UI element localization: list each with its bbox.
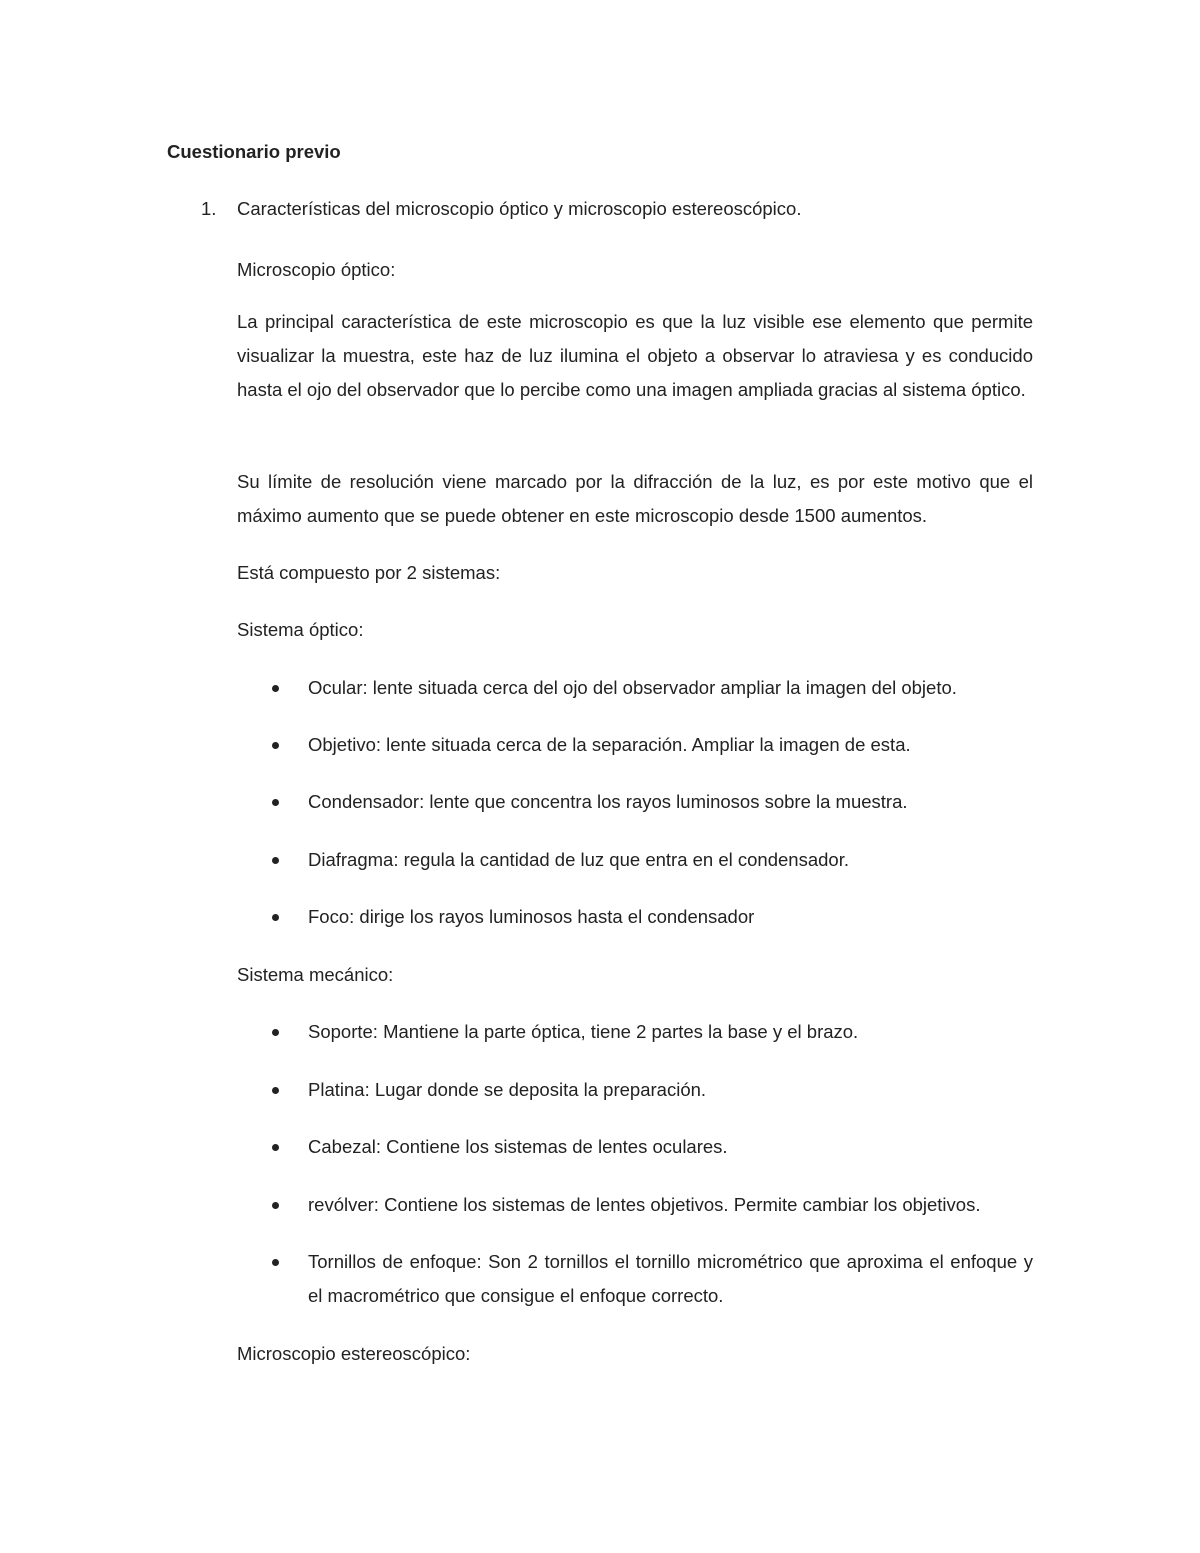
bullet-icon [272,685,279,692]
bullet-icon [272,1087,279,1094]
list-item-text: Soporte: Mantiene la parte óptica, tiene 2 partes la base y el brazo. [308,1021,859,1042]
bullet-icon [272,1259,279,1266]
list-item-text: Diafragma: regula la cantidad de luz que entra en el condensador. [308,849,849,870]
document-title: Cuestionario previo [167,141,341,162]
section-heading-estereoscopico: Microscopio estereoscópico: [237,1343,471,1364]
sistema-optico-label: Sistema óptico: [237,619,364,640]
paragraph-principal-caracteristica: La principal característica de este microscopio es que la luz visible ese elemento que permite visualizar la muestra, este haz de luz ilumina el objeto a observar lo atraviesa y es conducido hasta el ojo del observador que lo percibe como una imagen ampliada gracias al sistema óptico. [237,311,1033,400]
list-item [237,1130,1033,1164]
bullet-icon [272,857,279,864]
list-item [237,785,1033,819]
list-item [237,1073,1033,1107]
bullet-icon [272,742,279,749]
paragraph-limite-resolucion: Su límite de resolución viene marcado por la difracción de la luz, es por este motivo que el máximo aumento que se puede obtener en este microscopio desde 1500 aumentos. [237,471,1033,526]
bullet-icon [272,1202,279,1209]
list-item [237,728,1033,762]
list-item-text: Platina: Lugar donde se deposita la preparación. [308,1079,707,1100]
bullet-icon [272,1029,279,1036]
question-text: Características del microscopio óptico y microscopio estereoscópico. [237,198,802,219]
bullet-icon [272,914,279,921]
list-item [237,1245,1033,1313]
list-item [237,1015,1033,1049]
list-item [237,671,1033,705]
sistema-mecanico-label: Sistema mecánico: [237,964,394,985]
list-item [237,900,1033,934]
list-item-text: Foco: dirige los rayos luminosos hasta el condensador [308,906,755,927]
list-item-text: Condensador: lente que concentra los rayos luminosos sobre la muestra. [308,791,908,812]
question-number: 1. [201,198,217,219]
list-item-text: revólver: Contiene los sistemas de lentes objetivos. Permite cambiar los objetivos. [308,1194,981,1215]
list-item-text: Tornillos de enfoque: Son 2 tornillos el tornillo micrométrico que aproxima el enfoque y el macrométrico que consigue el enfoque correcto. [308,1251,1033,1306]
section-heading-optico: Microscopio óptico: [237,259,396,280]
bullet-icon [272,799,279,806]
list-item [237,1188,1033,1222]
list-item-text: Ocular: lente situada cerca del ojo del observador ampliar la imagen del objeto. [308,677,957,698]
bullet-icon [272,1144,279,1151]
compuesto-text: Está compuesto por 2 sistemas: [237,562,501,583]
list-item [237,843,1033,877]
list-item-text: Objetivo: lente situada cerca de la separación. Ampliar la imagen de esta. [308,734,911,755]
list-item-text: Cabezal: Contiene los sistemas de lentes oculares. [308,1136,728,1157]
